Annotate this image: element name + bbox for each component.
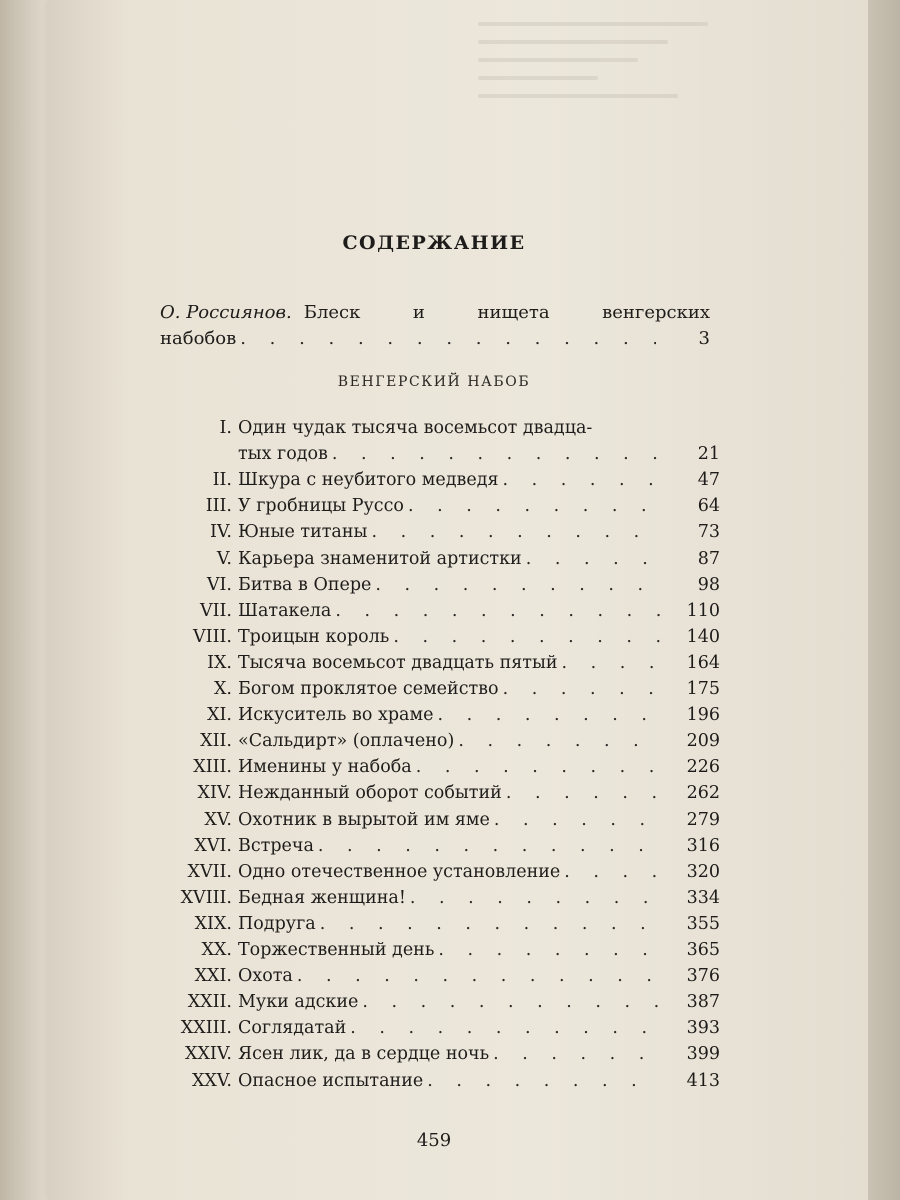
chapter-page: 110 xyxy=(686,600,720,621)
chapter-page: 334 xyxy=(686,887,720,908)
chapter-number: I. xyxy=(219,418,232,438)
chapter-number: XIII. xyxy=(193,757,232,778)
intro-page: 3 xyxy=(698,328,710,349)
chapter-page: 226 xyxy=(686,757,720,778)
leader-dots xyxy=(408,496,660,516)
toc-row xyxy=(140,966,720,992)
toc-row xyxy=(140,783,720,809)
chapter-page: 73 xyxy=(697,522,720,543)
chapter-title: Опасное испытание xyxy=(238,1070,424,1091)
chapter-page: 387 xyxy=(686,992,720,1013)
chapter-title: Битва в Опере xyxy=(238,574,372,595)
leader-dots xyxy=(416,757,660,777)
chapter-number: XXI. xyxy=(194,966,232,987)
toc-row xyxy=(140,1044,720,1070)
chapter-title: Подруга xyxy=(238,913,316,934)
chapter-page: 47 xyxy=(697,470,720,491)
chapter-title: Бедная женщина! xyxy=(238,887,406,908)
toc-row xyxy=(140,705,720,731)
leader-dots xyxy=(371,522,660,542)
chapter-title: Карьера знаменитой артистки xyxy=(238,548,522,569)
chapter-number: XII. xyxy=(200,731,232,752)
toc-row xyxy=(140,653,720,679)
chapter-title: Нежданный оборот событий xyxy=(238,783,502,804)
chapter-number: III. xyxy=(205,496,232,517)
chapter-page: 376 xyxy=(686,966,720,987)
toc-row xyxy=(140,731,720,757)
chapter-page: 413 xyxy=(686,1070,720,1091)
chapter-page: 279 xyxy=(686,809,720,830)
chapter-title: Шатакела xyxy=(238,600,332,621)
chapter-title: Именины у набоба xyxy=(238,757,412,778)
intro-entry xyxy=(160,300,710,352)
leader-dots xyxy=(503,679,660,699)
chapter-number: XVIII. xyxy=(180,887,232,908)
chapter-page: 393 xyxy=(686,1018,720,1039)
toc-row-continued xyxy=(140,444,720,470)
chapter-title: Юные титаны xyxy=(238,522,368,543)
chapter-title: Одно отечественное установление xyxy=(238,861,561,882)
chapter-title: Торжественный день xyxy=(238,940,435,960)
toc-row xyxy=(140,522,720,548)
chapter-number: XIX. xyxy=(194,913,232,934)
chapter-title: Тысяча восемьсот двадцать пятый xyxy=(238,652,558,673)
chapter-number: XIV. xyxy=(197,783,232,804)
chapter-title: Богом проклятое семейство xyxy=(238,679,499,699)
chapter-title: Соглядатай xyxy=(238,1018,347,1039)
chapter-title: Ясен лик, да в сердце ночь xyxy=(238,1044,490,1065)
chapter-title-cont: тых годов xyxy=(238,444,328,465)
leader-dots xyxy=(562,653,660,673)
chapter-title: Один чудак тысяча восемьсот двадца- xyxy=(238,418,593,438)
toc-row xyxy=(140,836,720,862)
leader-dots xyxy=(506,783,660,803)
chapter-number: X. xyxy=(213,679,232,699)
chapter-number: II. xyxy=(212,470,232,491)
bleed-through-text xyxy=(478,8,718,148)
chapter-number: XXIV. xyxy=(185,1044,232,1065)
leader-dots xyxy=(393,627,660,647)
chapter-number: VII. xyxy=(199,600,232,621)
toc-row xyxy=(140,757,720,783)
chapter-number: V. xyxy=(216,548,232,569)
toc-row xyxy=(140,992,720,1018)
chapter-title: Троицын король xyxy=(238,626,390,647)
chapter-page: 399 xyxy=(686,1044,720,1065)
chapter-number: XXV. xyxy=(191,1070,232,1091)
toc-row xyxy=(140,627,720,653)
leader-dots xyxy=(375,575,660,595)
leader-dots xyxy=(494,810,660,830)
chapter-page: 355 xyxy=(686,913,720,934)
chapter-number: XV. xyxy=(204,809,232,830)
chapter-page: 140 xyxy=(686,626,720,647)
toc-row xyxy=(140,575,720,601)
chapter-page: 87 xyxy=(697,548,720,569)
toc-row xyxy=(140,914,720,940)
chapter-number: XI. xyxy=(207,705,232,726)
chapter-page: 262 xyxy=(686,783,720,804)
leader-dots xyxy=(240,326,656,352)
leader-dots xyxy=(458,731,660,751)
leader-dots xyxy=(350,1018,660,1038)
toc-row xyxy=(140,418,720,444)
intro-line-2 xyxy=(160,326,710,352)
toc-row xyxy=(140,1071,720,1097)
chapter-title: Муки адские xyxy=(238,992,359,1013)
intro-author: О. Россиянов. xyxy=(160,302,292,323)
toc-row xyxy=(140,549,720,575)
chapter-title: У гробницы Руссо xyxy=(238,496,404,517)
chapter-number: VI. xyxy=(206,574,232,595)
toc-row xyxy=(140,679,720,705)
chapter-number: XVI. xyxy=(194,835,232,856)
toc-row xyxy=(140,810,720,836)
chapter-number: XXIII. xyxy=(180,1018,232,1039)
toc-row xyxy=(140,470,720,496)
chapter-number: VIII. xyxy=(193,626,232,647)
intro-line-1 xyxy=(160,300,710,326)
chapter-page: 209 xyxy=(686,731,720,752)
chapter-page: 365 xyxy=(686,940,720,960)
chapter-title: Искуситель во храме xyxy=(238,705,434,726)
toc-row xyxy=(140,940,720,966)
toc-row xyxy=(140,888,720,914)
chapter-number: XVII. xyxy=(187,861,232,882)
leader-dots xyxy=(335,601,660,621)
chapter-title: Встреча xyxy=(238,835,314,856)
leader-dots xyxy=(438,940,660,960)
leader-dots xyxy=(526,549,660,569)
leader-dots xyxy=(320,914,660,934)
toc-row xyxy=(140,1018,720,1044)
leader-dots xyxy=(297,966,660,986)
chapter-page: 164 xyxy=(686,652,720,673)
chapter-title: Охота xyxy=(238,966,293,987)
chapter-page: 98 xyxy=(697,574,720,595)
chapter-title: «Сальдирт» (оплачено) xyxy=(238,731,455,752)
leader-dots xyxy=(437,705,660,725)
chapter-page: 316 xyxy=(686,835,720,856)
chapter-number: XXII. xyxy=(187,992,232,1013)
leader-dots xyxy=(318,836,660,856)
chapter-page: 175 xyxy=(686,679,720,699)
leader-dots xyxy=(493,1044,660,1064)
toc-row xyxy=(140,862,720,888)
section-heading: ВЕНГЕРСКИЙ НАБОБ xyxy=(337,374,531,390)
chapter-page: 320 xyxy=(686,861,720,882)
intro-title-part-2: набобов xyxy=(160,328,237,349)
leader-dots xyxy=(564,862,660,882)
leader-dots xyxy=(332,444,660,464)
toc-row xyxy=(140,601,720,627)
chapter-page: 196 xyxy=(686,705,720,726)
leader-dots xyxy=(427,1071,660,1091)
page-number: 459 xyxy=(416,1130,452,1151)
leader-dots xyxy=(362,992,660,1012)
intro-title-part-1: Блеск и нищета венгерских xyxy=(303,302,710,323)
chapter-page: 64 xyxy=(697,496,720,517)
leader-dots xyxy=(410,888,660,908)
chapter-page: 21 xyxy=(697,444,720,465)
toc-row xyxy=(140,496,720,522)
contents-title: СОДЕРЖАНИЕ xyxy=(342,232,526,254)
chapter-number: IX. xyxy=(207,652,232,673)
leader-dots xyxy=(503,470,660,490)
chapter-title: Шкура с неубитого медведя xyxy=(238,470,499,491)
chapter-number: XX. xyxy=(201,940,232,960)
page-edge xyxy=(868,0,900,1200)
chapter-number: IV. xyxy=(209,522,232,543)
chapter-title: Охотник в вырытой им яме xyxy=(238,809,490,830)
